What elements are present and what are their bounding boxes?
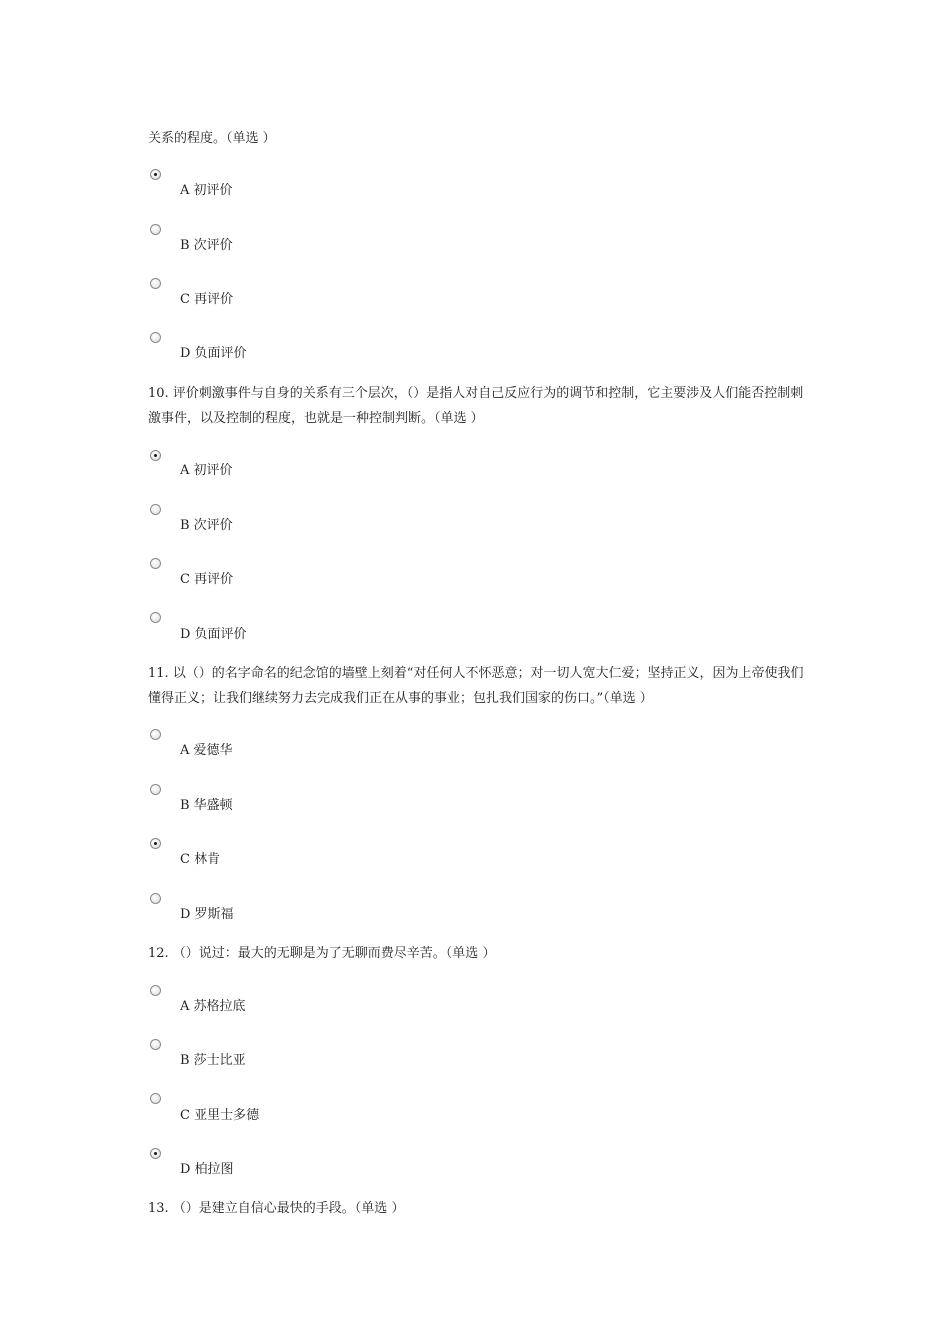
- radio-button[interactable]: [150, 224, 161, 235]
- option-label: C 亚里士多德: [180, 1108, 260, 1123]
- radio-button[interactable]: [150, 838, 161, 849]
- radio-button[interactable]: [150, 558, 161, 569]
- option-label: B 次评价: [180, 238, 233, 253]
- radio-button[interactable]: [150, 1093, 161, 1104]
- radio-button[interactable]: [150, 985, 161, 996]
- option-label: A 初评价: [180, 183, 233, 198]
- question-text: 关系的程度。（单选 ）: [148, 131, 276, 146]
- question-text: 11. 以（）的名字命名的纪念馆的墙壁上刻着“对任何人不怀恶意；对一切人宽大仁爱；坚持正义，因为上帝使我们懂得正义；让我们继续努力去完成我们正在从事的事业；包扎我们国家的伤口。”（单选 ）: [148, 666, 804, 706]
- radio-button[interactable]: [150, 1039, 161, 1050]
- option-label: B 莎士比亚: [180, 1053, 246, 1068]
- radio-button[interactable]: [150, 504, 161, 515]
- option-label: A 爱德华: [180, 743, 233, 758]
- option-label: A 苏格拉底: [180, 999, 246, 1014]
- radio-button[interactable]: [150, 1148, 161, 1159]
- question-text: 10. 评价刺激事件与自身的关系有三个层次，（）是指人对自己反应行为的调节和控制，它主要涉及人们能否控制刺激事件，以及控制的程度，也就是一种控制判断。（单选 ）: [148, 386, 804, 426]
- option-label: D 柏拉图: [180, 1162, 234, 1177]
- option-label: D 负面评价: [180, 346, 247, 361]
- radio-button[interactable]: [150, 332, 161, 343]
- option-label: D 罗斯福: [180, 907, 234, 922]
- option-label: B 华盛顿: [180, 798, 233, 813]
- option-label: C 林肯: [180, 852, 221, 867]
- radio-button[interactable]: [150, 729, 161, 740]
- option-label: A 初评价: [180, 463, 233, 478]
- option-label: C 再评价: [180, 292, 234, 307]
- radio-button[interactable]: [150, 278, 161, 289]
- option-label: B 次评价: [180, 518, 233, 533]
- option-label: C 再评价: [180, 572, 234, 587]
- radio-button[interactable]: [150, 784, 161, 795]
- radio-button[interactable]: [150, 612, 161, 623]
- option-label: D 负面评价: [180, 627, 247, 642]
- question-text: 12. （）说过：最大的无聊是为了无聊而费尽辛苦。（单选 ）: [148, 946, 496, 961]
- radio-button[interactable]: [150, 893, 161, 904]
- question-text: 13. （）是建立自信心最快的手段。（单选 ）: [148, 1201, 405, 1216]
- radio-button[interactable]: [150, 450, 161, 461]
- radio-button[interactable]: [150, 169, 161, 180]
